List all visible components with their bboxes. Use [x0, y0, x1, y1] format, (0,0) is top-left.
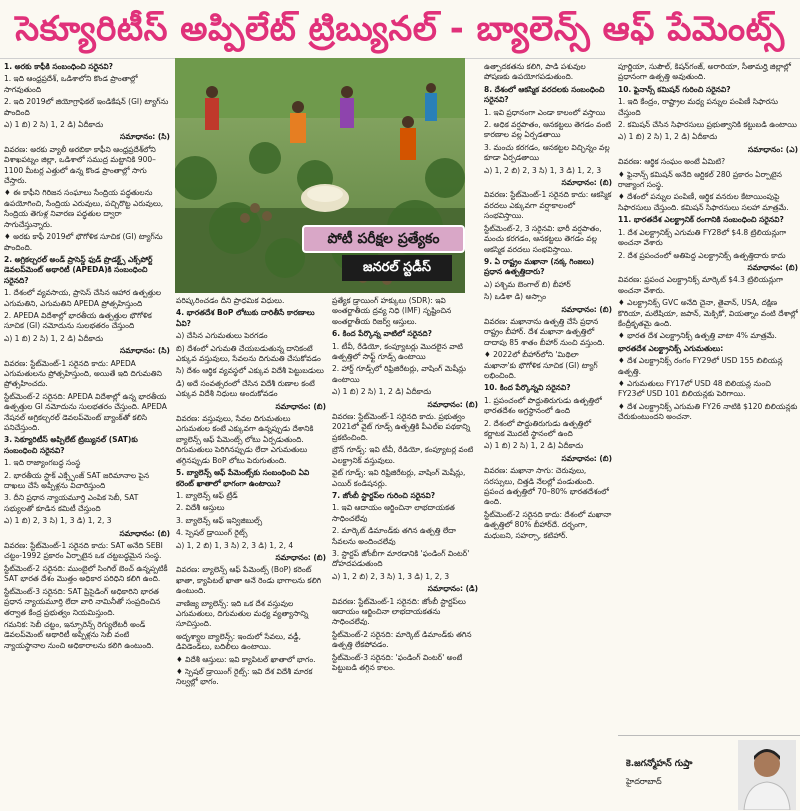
paragraph-text: వైట్ గూడ్స్: ఇవి రిఫ్రిజిరేటర్లు, వాషింగ్ మెషీన్లు, ఎయిర్ కండిషనర్లు. [332, 468, 466, 488]
answer-text: సమాధానం: (బి) [119, 528, 170, 538]
question-text: 9. ఏ రాష్ట్రం మఖానా (నక్క గింజలు) ప్రధాన ఉత్పత్తిదారు? [484, 256, 595, 277]
paragraph-text: ఎ) పశ్చిమ బెంగాల్ బి) బీహార్ [484, 279, 571, 289]
paragraph-text: ♦ దేశ ఎలక్ట్రానిక్స్ రంగం FY29లో USD 155 బిలియన్ల ఉత్పత్తి. [618, 356, 783, 376]
paragraph-text: వివరణ: వస్తువులు, సేవల దిగుమతులు ఎగుమతుల కంటే ఎక్కువగా ఉన్నప్పుడు దేశానికి బ్యాలెన్స్ ఆఫ్ పేమెంట్స్ లోటు ఏర్పడుతుంది. దిగుమతులు పెరిగినప్పుడు లేదా ఎగుమతులు తగ్గినప్పుడు BoP లోటు పెరుగుతుంది. [176, 414, 314, 465]
question-text: 10. కింద పేర్కొన్నవి సరైనవి? [484, 383, 571, 393]
paragraph-text: వాణిజ్య బ్యాలెన్స్: ఇది ఒక దేశ వస్తువుల ఎగుమతులు, దిగుమతుల మధ్య వ్యత్యాసాన్ని సూచిస్తుంది. [176, 598, 309, 629]
paragraph-text: ఎ) 1 బి) 2 సి) 1, 2 డి) ఏదీకాదు [4, 333, 104, 343]
question-text: 1. అరకు కాఫీకి సంబంధించి సరైనవి? [4, 62, 113, 71]
paragraph-text: ♦ ఎలక్ట్రానిక్స్ GVC అనేది చైనా, తైవాన్, USA, దక్షిణ కొరియా, మలేషియా, జపాన్, మెక్సికో, వియత్నాం వంటి దేశాల్లో కేంద్రీకృతమై ఉంది. [618, 298, 798, 328]
author-byline [618, 735, 800, 811]
answer-text: సమాధానం: (బి) [561, 304, 612, 314]
paragraph-text: బి) దేశంలో ఎగుమతి చేయబడుతున్న దానికంటే ఎక్కువ వస్తువులు, సేవలను దిగుమతి చేసుకోవడం [176, 343, 321, 364]
paragraph-text: వివరణ: స్టేట్‌మెంట్-1 సరైనది కాదు: APEDA ఎగుమతులను ప్రోత్సహిస్తుంది, అయితే ఇది దిగుమతిని ప్రోత్సహించదు. [4, 358, 162, 389]
paragraph-text: 1. ఇవి ఆదాయం ఆర్జించినా లాభదాయకత సాధించలేవు [332, 503, 455, 523]
question-text: భారతదేశ ఎలక్ట్రానిక్స్ ఎగుమతులు: [618, 343, 724, 353]
paragraph-text: గమనిక: సెబీ చట్టం, ఇన్సూరెన్స్ రెగ్యులేటరీ అండ్ డెవలప్‌మెంట్ అథారిటీ అప్పీళ్లను సెబీ వంటి న్యాయస్థానాల నుంచి అధికారాలను కలిగి ఉంటుంది. [4, 619, 154, 650]
paragraph-text: 2. దేశ ప్రపంచంలో అతిపెద్ద ఎలక్ట్రానిక్స్ ఉత్పత్తిదారు కాదు [618, 250, 786, 260]
badge-title: పోటీ పరీక్షల ప్రత్యేకం [302, 225, 465, 253]
answer-text: సమాధానం: (సి) [120, 346, 170, 356]
paragraph-text: సి) ఒడిశా డి) అస్సాం [484, 292, 547, 302]
paragraph-text: 1. బ్యాలెన్స్ ఆఫ్ ట్రేడ్ [176, 490, 238, 500]
paragraph-text: 1. ఇది ఆంధ్రప్రదేశ్, ఒడిశాలోని కొండ ప్రాంతాల్లో సాగవుతుంది [4, 74, 138, 94]
paragraph-text: స్టేట్‌మెంట్-2 సరైనది: APEDA విదేశాల్లో ఉన్న భారతీయ ఉత్పత్తుల GI నమోదును సులభతరం చేస్తుంది. APEDA నేషనల్ అగ్రికల్చరల్ డెవలప్‌మెంట్ బ్యాంక్‌తో కలిసి పనిచేస్తుంది. [4, 391, 167, 432]
paragraph-text: స్టేట్‌మెంట్-2 సరైనది: మార్కెట్ డిమాండ్‌కు తగిన ఉత్పత్తి లేకపోవడం. [332, 629, 472, 650]
paragraph-text: ♦ అరకు కాఫీ 2019లో భౌగోళిక సూచిక (GI) ట్యాగ్‌ను పొందింది. [4, 232, 163, 252]
paragraph-text: 1. ప్రపంచంలో పొద్దుతిరుగుడు ఉత్పత్తిలో భారతదేశం అగ్రస్థానంలో ఉంది [484, 395, 602, 416]
column-3 [332, 296, 478, 807]
paragraph-text: ఎ) 1, 2 బి) 2, 3 సి) 1, 3 డి) 1, 2, 3 [332, 571, 450, 581]
column-5 [618, 62, 798, 732]
badge-subject: జనరల్ స్టడీస్ [342, 255, 452, 281]
paragraph-text: 2. దేశంలో పొద్దుతిరుగుడు ఉత్పత్తిలో కర్ణాటక మొదటి స్థానంలో ఉంది [484, 418, 592, 438]
paragraph-text: ఎ) 1 బి) 2 సి) 1, 2 డి) ఏదీకాదు [618, 132, 718, 142]
paragraph-text: అదృశ్యాల బ్యాలెన్స్: ఇందులో సేవలు, వడ్డీ, డివిడెండ్‌లు, బదిలీలు ఉంటాయి. [176, 631, 301, 652]
paragraph-text: 2. APEDA విదేశాల్లో భారతీయ ఉత్పత్తుల భౌగోళిక సూచిక (GI) నమోదును సులభతరం చేస్తుంది [4, 310, 152, 331]
question-text: 10. ఫైనాన్స్ కమిషన్ గురించి సరైనవి? [618, 84, 731, 94]
question-text: 11. భారతదేశ ఎలక్ట్రానిక్ రంగానికి సంబంధించి సరైనవి? [618, 215, 784, 225]
answer-text: సమాధానం: (బి) [275, 401, 326, 411]
paragraph-text: ♦ స్పెషల్ డ్రాయింగ్ రైట్స్: ఇవి దేశ విదేశీ మారక నిల్వల్లో భాగం. [176, 667, 313, 687]
paragraph-text: 3. దీని ప్రధాన న్యాయమూర్తి ఎంపిక సెబీ, SAT సభ్యులతో కూడిన కమిటీ చేస్తుంది [4, 493, 139, 513]
paragraph-text: స్టేట్‌మెంట్-2 సరైనది: ముంబైలో సింగిల్ బెంచ్ ఉన్నప్పటికీ SAT భారత దేశం మొత్తం అధికార పరిధిని కలిగి ఉంది. [4, 563, 168, 584]
paragraph-text: 2. అధిక వర్షపాతం, ఆనకట్టలు తెగడం వంటి కారణాల వల్ల ఏర్పడతాయి [484, 120, 612, 140]
paragraph-text: వివరణ: స్టేట్‌మెంట్-1 సరైనది కాదు. ప్రభుత్వం 2021లో వైట్ గూడ్స్ ఉత్పత్తికి పీఎల్ఐ పథకాన్ని ప్రకటించింది. [332, 412, 471, 442]
page-headline: సెక్యూరిటీస్ అప్పిలేట్ ట్రిబ్యునల్ - బ్యాలెన్స్ ఆఫ్ పేమెంట్స్ [15, 9, 785, 49]
answer-text: సమాధానం: (డి) [427, 584, 478, 594]
paragraph-text: ఎ) చేసిన ఎగుమతులు పెరగడం [176, 331, 268, 341]
question-text: 8. దేశంలో ఆకస్మిక వరదలకు సంబంధించి సరైనవి? [484, 84, 605, 105]
question-text: 7. జోంబీ స్టార్టప్‌ల గురించి సరైనవి? [332, 490, 436, 500]
column-1 [4, 62, 170, 807]
paragraph-text: ♦ 2022లో బీహార్‌లోని 'మిథిలా మఖానా'కు భౌగోళిక సూచిక (GI) ట్యాగ్ లభించింది. [484, 350, 598, 380]
paragraph-text: ప్రత్యేక డ్రాయింగ్ హక్కులు (SDR): ఇవి అంతర్జాతీయ ద్రవ్య నిధి (IMF) సృష్టించిన అంతర్జాతీయ రిజర్వ్ ఆస్తులు. [332, 296, 452, 326]
paragraph-text: వివరణ: మఖానా సాగు: చెరువులు, సరస్సులు, చిత్తడి నేలల్లో పండుతుంది. ప్రపంచ ఉత్పత్తిలో 70–80% భారతదేశంలో ఉంది. [484, 466, 609, 507]
paragraph-text: వివరణ: ప్రపంచ ఎలక్ట్రానిక్స్ మార్కెట్ $4.3 ట్రిలియన్లుగా అంచనా వేశారు. [618, 275, 784, 295]
paragraph-text: ♦ భారత దేశ ఎలక్ట్రానిక్స్ ఉత్పత్తి వాటా 4% మాత్రమే. [618, 331, 777, 341]
paragraph-text: 1. దేశ ఎలక్ట్రానిక్స్ ఎగుమతి FY28లో $4.8 ట్రిలియన్లుగా అంచనా వేశారు [618, 227, 787, 248]
answer-text: సమాధానం: (బి) [747, 262, 798, 272]
paragraph-text: వివరణ: మఖానాను ఉత్పత్తి చేసే ప్రధాన రాష్ట్రం బీహార్. దేశ మఖానా ఉత్పత్తిలో దాదాపు 85 శాతం బీహార్ నుంచి వస్తుంది. [484, 316, 605, 347]
paragraph-text: 2. కమిషన్ చేసిన సిఫారసులు ప్రభుత్వానికి కట్టుబడి ఉంటాయి [618, 120, 797, 130]
special-section-badge [302, 225, 465, 287]
paragraph-text: ఉత్పాదకతను కలిగి, పాడి పశువుల పోషణకు ఉపయోగపడుతుంది. [484, 62, 586, 82]
column-4 [484, 62, 612, 807]
paragraph-text: వివరణ: స్టేట్‌మెంట్-1 సరైనది: జోంబీ స్టార్టప్‌లు ఆదాయం ఆర్జించినా లాభదాయకతను సాధించలేవు. [332, 596, 466, 627]
answer-text: సమాధానం: (సి) [120, 132, 170, 142]
paragraph-text: 2. మార్కెట్ డిమాండ్‌కు తగిన ఉత్పత్తి లేదా సేవలను అందించలేవు [332, 526, 456, 546]
author-name: కె.జగన్మోహన్ గుప్తా [626, 759, 693, 769]
paragraph-text: 2. ఇది 2019లో జియోగ్రాఫికల్ ఇండికేషన్ (GI) ట్యాగ్‌ను పొందింది [4, 97, 169, 117]
paragraph-text: స్టేట్‌మెంట్-2, 3 సరైనవి: భారీ వర్షపాతం, మంచు కరగడం, ఆనకట్టలు తెగడం వల్ల ఆకస్మిక వరదలు సంభవిస్తాయి. [484, 223, 602, 254]
paragraph-text: 1. టీవీ, రేడియో, కంప్యూటర్లు మొదలైన వాటి ఉత్పత్తిలో సాఫ్ట్ గూడ్స్ ఉంటాయి [332, 341, 463, 362]
paragraph-text: 1. ఇవి ప్రధానంగా ఎండా కాలంలో వస్తాయి [484, 107, 606, 117]
paragraph-text: 3. మంచు కరగడం, ఆనకట్టల విచ్ఛిన్నం వల్ల కూడా ఏర్పడతాయి [484, 142, 610, 163]
answer-text: సమాధానం: (బి) [427, 399, 478, 409]
answer-text: సమాధానం: (బి) [561, 453, 612, 463]
answer-text: సమాధానం: (బి) [275, 552, 326, 562]
paragraph-text: స్టేట్‌మెంట్-3 సరైనది: SAT ప్రిసైడింగ్ అధికారిని భారత ప్రధాన న్యాయమూర్తి లేదా వారి నామినీతో సంప్రదించిన తర్వాత కేంద్ర ప్రభుత్వం నియమిస్తుంది. [4, 586, 161, 617]
paragraph-text: 2. విదేశీ ఆస్తులు [176, 503, 225, 513]
paragraph-text: ఎ) 1 బి) 2 సి) 1, 2 డి) ఏదీకాదు [332, 387, 432, 397]
paragraph-text: ఎ) 1, 2 బి) 2, 3 సి) 1, 3 డి) 1, 2, 3 [484, 165, 602, 175]
question-text: 6. కింద పేర్కొన్న వాటిలో సరైనది? [332, 329, 432, 339]
paragraph-text: వివరణ: బ్యాలెన్స్ ఆఫ్ పేమెంట్స్ (BoP) కరెంట్ ఖాతా, క్యాపిటల్ ఖాతా అనే రెండు భాగాలను కలిగి ఉంటుంది. [176, 565, 322, 596]
paragraph-text: ♦ ఫైనాన్స్ కమిషన్ అనేది ఆర్టికల్ 280 ప్రకారం ఏర్పాటైన రాజ్యాంగ సంస్థ. [618, 169, 782, 190]
paragraph-text: 1. ఇది కేంద్రం, రాష్ట్రాల మధ్య పన్నుల పంపిణీ సిఫారసు చేస్తుంది [618, 97, 779, 117]
paragraph-text: ♦ దేశంలో పన్నుల పంపిణీ, ఆర్థిక వనరుల కేటాయింపుపై సిఫారసులు చేస్తుంది. కమిషన్ సిఫారసులు సలహా మాత్రమే. [618, 192, 789, 212]
answer-text: సమాధానం: (బి) [561, 178, 612, 188]
paragraph-text: ఎ) 1 బి) 2, 3 సి) 1, 3 డి) 1, 2, 3 [4, 516, 112, 526]
paragraph-text: ఎ) 1 బి) 2 సి) 1, 2 డి) ఏదీకాదు [484, 441, 584, 451]
paragraph-text: ♦ ఈ కాఫీని గిరిజన సంఘాలు సేంద్రియ పద్ధతులను ఉపయోగించి, సేంద్రియ ఎరువులు, పచ్చిరొట్ట ఎరువులు, సేంద్రియ తెగుళ్ల నివారణ పద్ధతుల ద్వారా సాగుచేస్తున్నారు. [4, 188, 164, 229]
author-photo [738, 740, 796, 810]
question-text: 2. అగ్రికల్చరల్ అండ్ ప్రాసెస్డ్ ఫుడ్ ప్రొడక్ట్స్ ఎక్స్‌పోర్ట్ డెవలప్‌మెంట్ అథారిటీ (APEDA)కి సంబంధించి సరైనది? [4, 254, 153, 285]
paragraph-text: 3. బ్యాలెన్స్ ఆఫ్ ఇన్విజిబుల్స్ [176, 515, 263, 525]
paragraph-text: పూర్ణియా, సుపౌల్, కిషన్‌గంజ్, అరారియా, సీతామర్హి జిల్లాల్లో ప్రధానంగా ఉత్పత్తి అవుతుంది. [618, 62, 791, 82]
author-city: హైదరాబాద్ [626, 777, 662, 786]
paragraph-text: బ్రౌన్ గూడ్స్: ఇవి టీవీ, రేడియో, కంప్యూటర్ల వంటి ఎలక్ట్రానిక్ వస్తువులు. [332, 445, 474, 465]
paragraph-text: స్టేట్‌మెంట్-2 సరైనది కాదు: దేశంలో మఖానా ఉత్పత్తిలో 80% బీహార్‌దే. దర్భంగా, మధుబని, సహర్సా, కటిహార్. [484, 509, 612, 540]
paragraph-text: వివరణ: స్టేట్‌మెంట్-1 సరైనది కాదు: ఆకస్మిక వరదలు ఎక్కువగా వర్షాకాలంలో సంభవిస్తాయి. [484, 190, 612, 221]
question-text: 5. బ్యాలెన్స్ ఆఫ్ పేమెంట్స్‌కు సంబంధించి ఏవి కరెంట్ ఖాతాలో భాగంగా ఉంటాయి? [176, 468, 310, 488]
paragraph-text: ♦ దేశ ఎలక్ట్రానిక్స్ ఎగుమతి FY26 నాటికి $120 బిలియన్లకు చేరుకుంటుందని అంచనా. [618, 401, 798, 422]
paragraph-text: స్టేట్‌మెంట్-3 సరైనది: 'ఫండింగ్ వింటర్' అంటే పెట్టుబడి తగ్గిన కాలం. [332, 652, 463, 672]
question-text: 3. సెక్యూరిటీస్ అప్పిలేట్ ట్రిబ్యునల్ (SAT)కు సంబంధించి సరైనవి? [4, 435, 138, 455]
column-2 [176, 296, 326, 807]
paragraph-text: ♦ విదేశీ ఆస్తులు: ఇవి క్యాపిటల్ ఖాతాలో భాగం. [176, 654, 316, 664]
paragraph-text: వివరణ: అరకు వ్యాలీ అరబికా కాఫీని ఆంధ్రప్రదేశ్‌లోని విశాఖపట్నం జిల్లా, ఒడిశాలో సముద్ర మట్టానికి 900–1100 మీటర్ల ఎత్తులో ఉన్న కొండ ప్రాంతాల్లో సాగు చేస్తారు. [4, 144, 156, 186]
paragraph-text: ♦ ఎగుమతులు FY17లో USD 48 బిలియన్ల నుంచి FY23లో USD 101 బిలియన్లకు పెరిగాయి. [618, 378, 771, 399]
answer-text: సమాధానం: (ఎ) [747, 144, 798, 154]
paragraph-text: ఎ) 1, 2 బి) 1, 3 సి) 2, 3 డి) 1, 2, 4 [176, 540, 294, 550]
paragraph-text: 4. స్పెషల్ డ్రాయింగ్ రైట్స్ [176, 528, 248, 538]
paragraph-text: 1. దేశంలో వ్యవసాయ, ప్రాసెస్ చేసిన ఆహార ఉత్పత్తుల ఎగుమతిని, ఎగుమతిని APEDA ప్రోత్సహిస్తుంది [4, 288, 162, 308]
paragraph-text: 3. స్టార్టప్ జోంబీగా మారడానికి 'ఫండింగ్ వింటర్' దోహదపడుతుంది [332, 548, 470, 569]
paragraph-text: సి) దేశం ఆర్థిక వ్యవస్థలో ఎక్కువ విదేశీ పెట్టుబడులు [176, 366, 324, 376]
paragraph-text: 1. ఇది రాజ్యాంగబద్ధ సంస్థ [4, 458, 81, 468]
paragraph-text: వివరణ: స్టేట్‌మెంట్-1 సరైనది కాదు: SAT అనేది SEBI చట్టం-1992 ప్రకారం ఏర్పాటైన ఒక చట్టబద్ధమైన సంస్థ. [4, 541, 163, 561]
question-text: 4. భారతదేశ BoP లోటుకు దారితీసే కారణాలు ఏవి? [176, 308, 315, 328]
paragraph-text: 2. భారతీయ స్టాక్ ఎక్స్ఛేంజ్ SAT జరిమానాల పైన దాఖలు చేసే అప్పీళ్లను విచారిస్తుంది [4, 470, 150, 491]
paragraph-text: ఎ) 1 బి) 2 సి) 1, 2 డి) ఏదీకాదు [4, 120, 104, 130]
paragraph-text: 2. హార్డ్ గూడ్స్‌లో రిఫ్రిజిరేటర్లు, వాషింగ్ మెషీన్లు ఉంటాయి [332, 364, 466, 384]
paragraph-text: వివరణ: ఆర్థిక సంఘం అంటే ఏమిటి? [618, 157, 726, 167]
paragraph-text: డి) అదే సంవత్సరంలో చేసిన విదేశీ రుణాల కంటే ఎక్కువ విదేశీ నిధులు అందుకోవడం [176, 378, 315, 399]
paragraph-text: పరిష్కరించడం దీని ప్రాధమిక విధులు. [176, 296, 285, 305]
